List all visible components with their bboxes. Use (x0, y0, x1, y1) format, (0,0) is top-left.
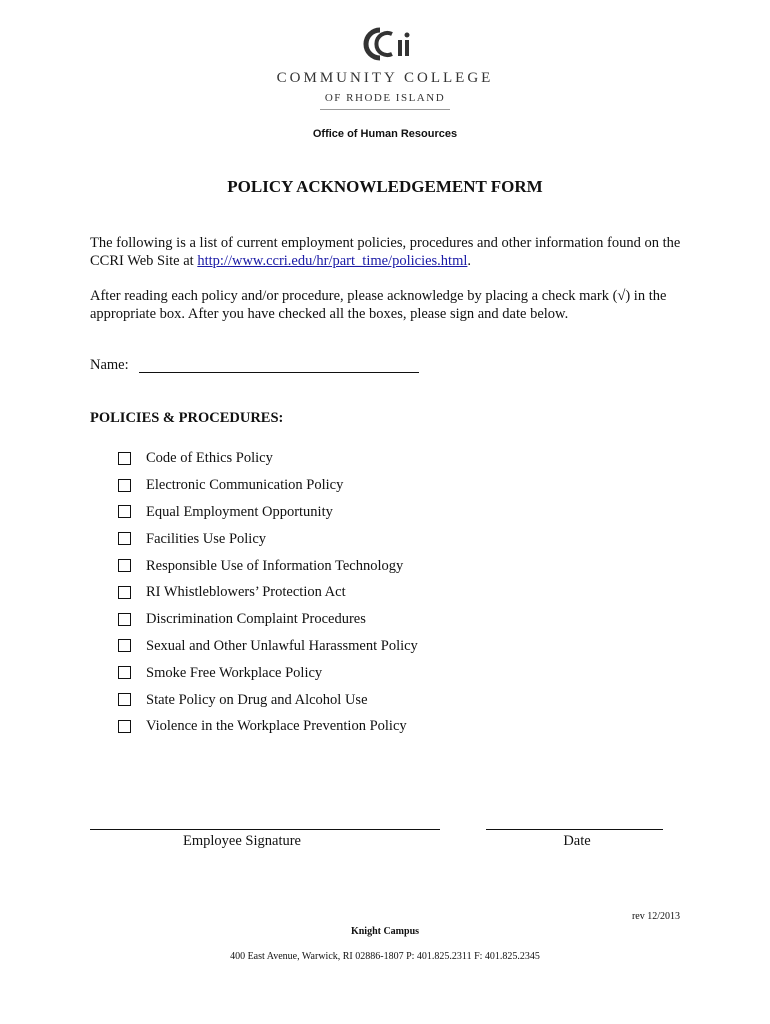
logo-college-name: COMMUNITY COLLEGE (276, 70, 494, 86)
section-heading: POLICIES & PROCEDURES: (90, 410, 284, 426)
office-name: Office of Human Resources (312, 128, 458, 140)
policy-item (118, 633, 418, 660)
policy-checkbox[interactable] (118, 720, 131, 733)
policy-item (118, 525, 418, 552)
policy-item (118, 659, 418, 686)
policy-item (118, 579, 418, 606)
policy-checkbox[interactable] (118, 559, 131, 572)
policy-item (118, 552, 418, 579)
policy-label: Responsible Use of Information Technology (146, 557, 404, 574)
policy-checkbox[interactable] (118, 693, 131, 706)
policy-checkbox[interactable] (118, 532, 131, 545)
intro-paragraph (90, 234, 690, 270)
policy-label: Code of Ethics Policy (146, 450, 273, 467)
policy-list (118, 445, 418, 740)
campus-address: 400 East Avenue, Warwick, RI 02886-1807 P: 401.825.2311 F: 401.825.2345 (230, 951, 540, 962)
intro-text: The following is a list of current employment policies, procedures and other information found on the CCRI Web Site at (90, 235, 681, 269)
policy-label: State Policy on Drug and Alcohol Use (146, 691, 368, 708)
intro-end: . (467, 253, 472, 269)
policy-item (118, 713, 418, 740)
page-title: POLICY ACKNOWLEDGEMENT FORM (227, 177, 543, 196)
policy-label: Equal Employment Opportunity (146, 503, 333, 520)
signature-label: Employee Signature (183, 833, 301, 849)
date-field[interactable] (486, 829, 663, 830)
policies-link[interactable]: http://www.ccri.edu/hr/part_time/policies.html (197, 253, 468, 269)
policy-checkbox[interactable] (118, 505, 131, 518)
policy-label: Electronic Communication Policy (146, 477, 344, 494)
policy-label: Sexual and Other Unlawful Harassment Policy (146, 637, 418, 654)
policy-checkbox[interactable] (118, 639, 131, 652)
policy-checkbox[interactable] (118, 586, 131, 599)
policy-item (118, 606, 418, 633)
campus-name: Knight Campus (350, 926, 420, 937)
policy-item (118, 445, 418, 472)
policy-item (118, 686, 418, 713)
logo-divider (320, 109, 450, 110)
policy-label: Smoke Free Workplace Policy (146, 664, 323, 681)
logo-state-name: OF RHODE ISLAND (324, 92, 446, 104)
ccri-logo-mark (358, 26, 418, 62)
policy-label: Discrimination Complaint Procedures (146, 611, 366, 628)
revision-date: rev 12/2013 (631, 911, 680, 922)
policy-checkbox[interactable] (118, 666, 131, 679)
policy-item (118, 472, 418, 499)
date-label: Date (563, 833, 591, 849)
name-label: Name: (90, 357, 129, 373)
policy-label: Facilities Use Policy (146, 530, 267, 547)
policy-item (118, 499, 418, 526)
policy-checkbox[interactable] (118, 452, 131, 465)
policy-label: RI Whistleblowers’ Protection Act (146, 584, 346, 601)
college-logo (270, 22, 500, 112)
policy-checkbox[interactable] (118, 479, 131, 492)
policy-checkbox[interactable] (118, 613, 131, 626)
instructions-paragraph: After reading each policy and/or procedure, please acknowledge by placing a check mark (√) in the appropriate box. After you have checked all the boxes, please sign and date below. (90, 288, 667, 322)
policy-label: Violence in the Workplace Prevention Policy (146, 718, 407, 735)
signature-field[interactable] (90, 829, 440, 830)
name-field[interactable] (139, 372, 419, 373)
